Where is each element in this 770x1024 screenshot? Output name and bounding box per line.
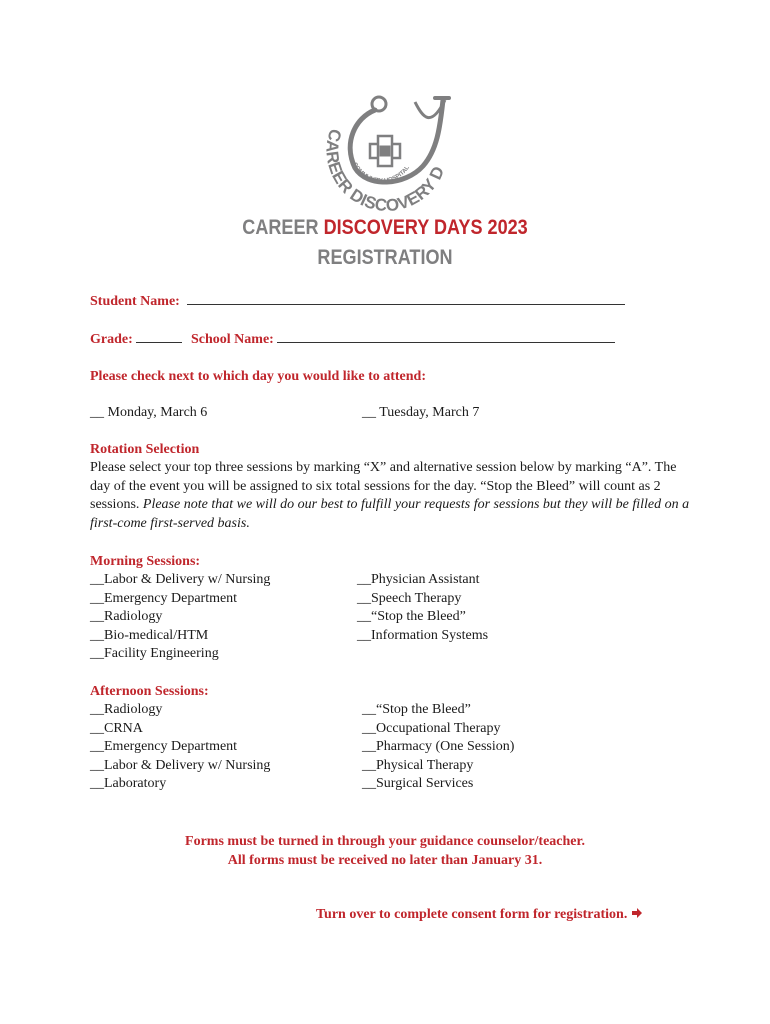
rotation-note: Please note that we will do our best to fulfill your requests for sessions but they will be filled on a first-come first-served basis.: [90, 497, 690, 531]
session-option[interactable]: __Labor & Delivery w/ Nursing: [90, 572, 271, 587]
session-option[interactable]: __Bio-medical/HTM: [90, 627, 209, 643]
logo-arc-text: CAREER DISCOVERY D: [322, 126, 449, 216]
right-arrow-icon: [631, 907, 643, 919]
turn-over-note: [316, 906, 643, 924]
logo-inner-text: COMMUNITY HOSPITAL: [351, 161, 411, 185]
grade-field[interactable]: [136, 330, 182, 343]
student-name-label: Student Name:: [90, 294, 180, 309]
title-part-career: CAREER: [242, 216, 319, 239]
school-name-label: School Name:: [191, 332, 274, 347]
session-option[interactable]: __“Stop the Bleed”: [357, 609, 466, 625]
session-option[interactable]: __Physician Assistant: [357, 572, 480, 587]
day-prompt: Please check next to which day you would like to attend:: [90, 369, 426, 384]
session-option[interactable]: __Speech Therapy: [357, 590, 462, 606]
career-discovery-day-logo: [315, 88, 465, 228]
session-option[interactable]: __Information Systems: [357, 627, 489, 643]
session-option[interactable]: __Surgical Services: [362, 776, 474, 792]
session-option[interactable]: __Physical Therapy: [362, 757, 474, 773]
session-option[interactable]: __“Stop the Bleed”: [362, 702, 471, 717]
session-option[interactable]: __Emergency Department: [90, 739, 238, 755]
session-option[interactable]: __Facility Engineering: [90, 646, 219, 662]
session-option[interactable]: __Emergency Department: [90, 590, 238, 606]
turn-over-text: Turn over to complete consent form for registration.: [316, 907, 628, 922]
day-label: Tuesday, March 7: [379, 405, 480, 420]
morning-right-list: [357, 571, 488, 645]
session-option[interactable]: __Pharmacy (One Session): [362, 739, 515, 755]
title-part-discovery: DISCOVERY DAYS 2023: [323, 216, 528, 239]
day-checkbox-blank[interactable]: __: [90, 405, 104, 420]
session-option[interactable]: __CRNA: [90, 720, 143, 736]
grade-row: [90, 330, 182, 349]
day-option-tuesday[interactable]: [362, 404, 479, 422]
grade-label: Grade:: [90, 332, 133, 347]
afternoon-heading: Afternoon Sessions:: [90, 684, 209, 699]
footer-note-2: All forms must be received no later than January 31.: [227, 853, 543, 868]
school-name-row: [191, 330, 615, 349]
afternoon-left-list: [90, 701, 270, 794]
session-option[interactable]: __Radiology: [90, 609, 163, 625]
morning-left-list: [90, 571, 270, 664]
morning-heading: Morning Sessions:: [90, 554, 201, 569]
session-option[interactable]: __Radiology: [90, 702, 163, 717]
footer-note-1: Forms must be turned in through your guidance counselor/teacher.: [185, 834, 585, 849]
page-title: [54, 216, 716, 240]
day-label: Monday, March 6: [107, 405, 208, 420]
day-checkbox-blank[interactable]: __: [362, 405, 376, 420]
rotation-text: Please select your top three sessions by marking “X” and alternative session below by marking “A”. The day of the event you will be assigned to six total sessions for the day. “Stop the Bleed” will count as 2 sessions.: [90, 460, 677, 513]
page-subtitle: REGISTRATION: [317, 246, 453, 269]
session-option[interactable]: __Occupational Therapy: [362, 720, 501, 736]
student-name-field[interactable]: [187, 292, 625, 305]
rotation-instructions: [90, 459, 690, 533]
day-option-monday[interactable]: [90, 404, 207, 422]
school-name-field[interactable]: [277, 330, 615, 343]
rotation-heading: Rotation Selection: [90, 442, 200, 457]
session-option[interactable]: __Laboratory: [90, 776, 167, 792]
afternoon-right-list: [362, 701, 514, 794]
student-name-row: [90, 292, 625, 311]
session-option[interactable]: __Labor & Delivery w/ Nursing: [90, 757, 271, 773]
